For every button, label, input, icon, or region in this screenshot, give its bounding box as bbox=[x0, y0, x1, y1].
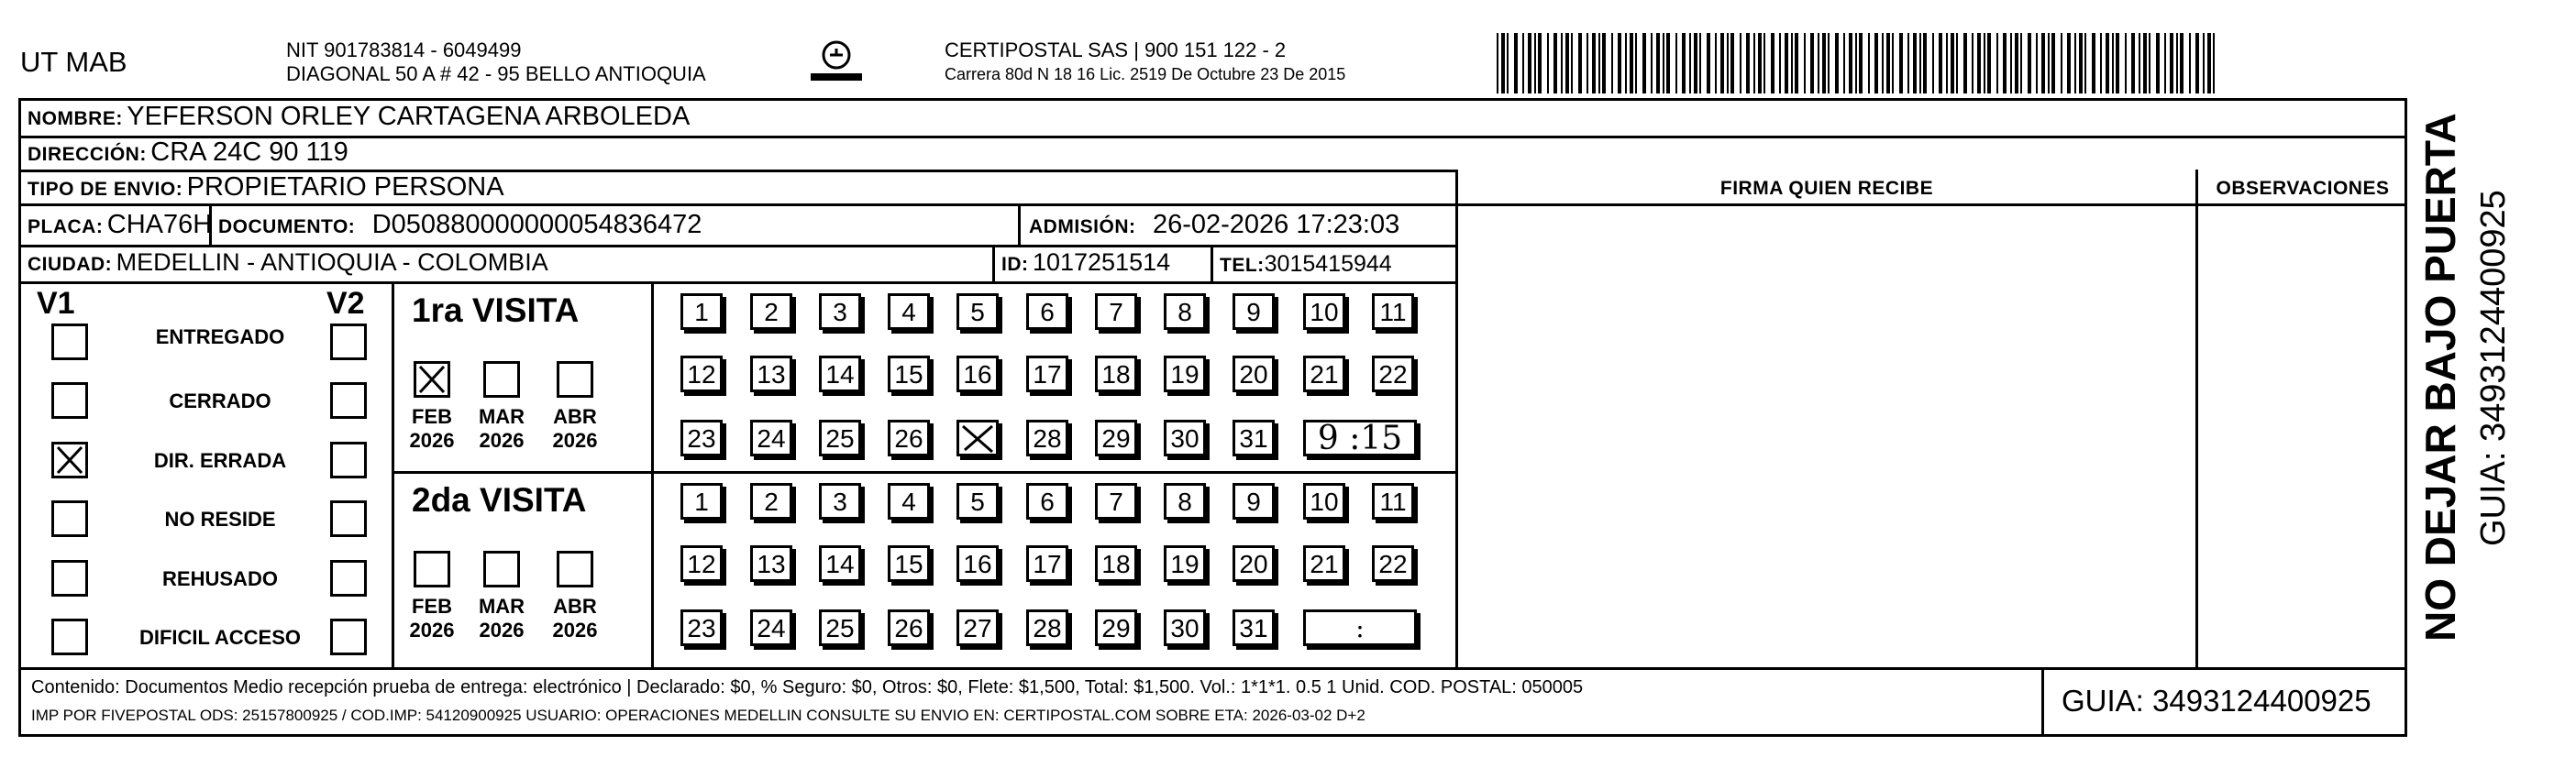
day-box[interactable]: 14 bbox=[819, 545, 861, 582]
month-label: FEB 2026 bbox=[409, 595, 455, 642]
v1-label: V1 bbox=[37, 286, 75, 321]
day-box[interactable]: 5 bbox=[956, 293, 999, 330]
month-checkbox[interactable] bbox=[414, 361, 450, 398]
company-address: Carrera 80d N 18 16 Lic. 2519 De Octubre 23 De 2015 bbox=[945, 65, 1346, 83]
day-box[interactable]: 3 bbox=[819, 293, 861, 330]
day-box[interactable]: 6 bbox=[1026, 483, 1068, 520]
day-box[interactable]: 2 bbox=[750, 293, 792, 330]
day-box[interactable]: 25 bbox=[819, 420, 861, 456]
tel-field: TEL:3015415944 bbox=[1220, 251, 1392, 277]
day-box[interactable]: 16 bbox=[956, 545, 999, 582]
footer-content-line: Contenido: Documentos Medio recepción prueba de entrega: electrónico | Declarado: $0, % Seguro: $0, Otros: $0, Flete: $1,500, Total: $1,500. Vol.: 1*1*1. 0.5 1 Unid. COD. POSTAL: 050005 bbox=[31, 677, 1584, 697]
day-box[interactable]: 12 bbox=[680, 545, 723, 582]
day-box[interactable]: 1 bbox=[680, 293, 723, 330]
day-box[interactable]: 10 bbox=[1303, 293, 1345, 330]
ciudad-field: CIUDAD: MEDELLIN - ANTIOQUIA - COLOMBIA bbox=[28, 248, 548, 276]
direccion-row: DIRECCIÓN: CRA 24C 90 119 bbox=[28, 137, 348, 167]
day-box[interactable]: 24 bbox=[750, 609, 792, 646]
day-box[interactable]: 31 bbox=[1233, 420, 1275, 456]
visit-title: 1ra VISITA bbox=[412, 291, 580, 329]
day-box[interactable]: 18 bbox=[1095, 545, 1137, 582]
month-label: MAR 2026 bbox=[478, 595, 525, 642]
day-box[interactable]: 9 bbox=[1233, 293, 1275, 330]
day-box[interactable]: 19 bbox=[1164, 356, 1206, 392]
v1-checkbox[interactable] bbox=[51, 619, 88, 655]
day-box[interactable] bbox=[956, 420, 999, 456]
day-box[interactable]: 2 bbox=[750, 483, 792, 520]
day-box[interactable]: 19 bbox=[1164, 545, 1206, 582]
day-box[interactable]: 16 bbox=[956, 356, 999, 392]
day-box[interactable]: 23 bbox=[680, 609, 723, 646]
observaciones-header: OBSERVACIONES bbox=[2216, 178, 2390, 199]
day-box[interactable]: 18 bbox=[1095, 356, 1137, 392]
footer-guia: GUIA: 3493124400925 bbox=[2062, 684, 2371, 718]
day-box[interactable]: 1 bbox=[680, 483, 723, 520]
tipo-envio-value: PROPIETARIO PERSONA bbox=[186, 172, 504, 202]
check-x-icon bbox=[959, 422, 996, 454]
sender-name: UT MAB bbox=[20, 46, 127, 78]
documento-field: DOCUMENTO: D050880000000054836472 bbox=[218, 210, 702, 239]
firma-signature-area[interactable] bbox=[1458, 206, 2195, 667]
day-box[interactable]: 3 bbox=[819, 483, 861, 520]
status-label: CERRADO bbox=[169, 389, 271, 412]
month-label: ABR 2026 bbox=[552, 405, 598, 452]
month-checkbox[interactable] bbox=[483, 551, 520, 587]
month-checkbox[interactable] bbox=[483, 361, 520, 398]
day-box[interactable]: 8 bbox=[1164, 293, 1206, 330]
nombre-row: NOMBRE: YEFERSON ORLEY CARTAGENA ARBOLEDA bbox=[28, 102, 691, 131]
day-box[interactable]: 6 bbox=[1026, 293, 1068, 330]
v2-label: V2 bbox=[326, 286, 365, 321]
day-box[interactable]: 29 bbox=[1095, 609, 1137, 646]
day-box[interactable]: 29 bbox=[1095, 420, 1137, 456]
check-x-icon bbox=[416, 364, 448, 395]
admision-value: 26-02-2026 17:23:03 bbox=[1152, 210, 1400, 239]
v2-checkbox[interactable] bbox=[330, 324, 367, 360]
placa-value: CHA76H bbox=[106, 210, 213, 239]
day-box[interactable]: 9 bbox=[1233, 483, 1275, 520]
check-x-icon bbox=[54, 444, 85, 476]
day-box[interactable]: 4 bbox=[888, 483, 930, 520]
day-box[interactable]: 26 bbox=[888, 609, 930, 646]
company-name: CERTIPOSTAL SAS | 900 151 122 - 2 bbox=[945, 38, 1287, 61]
day-box[interactable]: 14 bbox=[819, 356, 861, 392]
v1-checkbox[interactable] bbox=[51, 500, 88, 537]
day-box[interactable]: 27 bbox=[956, 609, 999, 646]
v2-checkbox[interactable] bbox=[330, 442, 367, 478]
day-box[interactable]: 17 bbox=[1026, 356, 1068, 392]
day-box[interactable]: 17 bbox=[1026, 545, 1068, 582]
v2-checkbox[interactable] bbox=[330, 500, 367, 537]
sender-address: DIAGONAL 50 A # 42 - 95 BELLO ANTIOQUIA bbox=[286, 62, 706, 85]
day-box[interactable]: 11 bbox=[1372, 293, 1414, 330]
day-box[interactable]: 13 bbox=[750, 356, 792, 392]
day-box[interactable]: 10 bbox=[1303, 483, 1345, 520]
day-box[interactable]: 7 bbox=[1095, 293, 1137, 330]
v2-checkbox[interactable] bbox=[330, 619, 367, 655]
firma-header: FIRMA QUIEN RECIBE bbox=[1719, 178, 1934, 199]
side-guia-text: GUIA: 3493124400925 bbox=[2474, 190, 2513, 546]
placa-field: PLACA: CHA76H bbox=[28, 210, 213, 239]
day-box[interactable]: 15 bbox=[888, 356, 930, 392]
day-box[interactable]: 8 bbox=[1164, 483, 1206, 520]
month-checkbox[interactable] bbox=[557, 551, 593, 587]
observaciones-area[interactable] bbox=[2198, 206, 2407, 667]
direccion-value: CRA 24C 90 119 bbox=[150, 137, 348, 167]
day-box[interactable]: 23 bbox=[680, 420, 723, 456]
day-box[interactable]: 28 bbox=[1026, 609, 1068, 646]
status-label: ENTREGADO bbox=[155, 325, 285, 348]
day-box[interactable]: 30 bbox=[1164, 420, 1206, 456]
v1-checkbox[interactable] bbox=[51, 324, 88, 360]
day-box[interactable]: 22 bbox=[1372, 356, 1414, 392]
id-value: 1017251514 bbox=[1032, 248, 1171, 276]
day-box[interactable]: 15 bbox=[888, 545, 930, 582]
certipostal-logo bbox=[807, 37, 866, 92]
v2-checkbox[interactable] bbox=[330, 382, 367, 419]
day-box[interactable]: 21 bbox=[1303, 545, 1345, 582]
sender-nit: NIT 901783814 - 6049499 bbox=[286, 38, 522, 61]
status-label: DIR. ERRADA bbox=[153, 449, 287, 472]
month-checkbox[interactable] bbox=[414, 551, 450, 587]
tel-value: 3015415944 bbox=[1264, 251, 1392, 277]
status-label: DIFICIL ACCESO bbox=[138, 626, 301, 649]
v1-checkbox[interactable] bbox=[51, 442, 88, 478]
day-box[interactable]: 30 bbox=[1164, 609, 1206, 646]
id-field: ID: 1017251514 bbox=[1001, 248, 1171, 276]
day-box[interactable]: 26 bbox=[888, 420, 930, 456]
day-box[interactable]: 11 bbox=[1372, 483, 1414, 520]
no-dejar-bajo-puerta-text: NO DEJAR BAJO PUERTA bbox=[2416, 113, 2464, 642]
month-checkbox[interactable] bbox=[557, 361, 593, 398]
day-box[interactable]: 21 bbox=[1303, 356, 1345, 392]
day-box[interactable]: 20 bbox=[1233, 356, 1275, 392]
day-box[interactable]: 20 bbox=[1233, 545, 1275, 582]
day-box[interactable]: 24 bbox=[750, 420, 792, 456]
day-box[interactable]: 25 bbox=[819, 609, 861, 646]
ciudad-value: MEDELLIN - ANTIOQUIA - COLOMBIA bbox=[116, 248, 548, 276]
status-label: REHUSADO bbox=[162, 567, 278, 590]
day-box[interactable]: 7 bbox=[1095, 483, 1137, 520]
barcode bbox=[1497, 33, 2223, 93]
day-box[interactable]: 4 bbox=[888, 293, 930, 330]
v1-checkbox[interactable] bbox=[51, 382, 88, 419]
status-label: NO RESIDE bbox=[164, 508, 276, 531]
time-box[interactable]: 9 :15 bbox=[1303, 420, 1417, 456]
v2-checkbox[interactable] bbox=[330, 560, 367, 597]
month-label: ABR 2026 bbox=[552, 595, 598, 642]
visit-title: 2da VISITA bbox=[412, 481, 587, 519]
v1-checkbox[interactable] bbox=[51, 560, 88, 597]
footer-print-line: IMP POR FIVEPOSTAL ODS: 25157800925 / COD.IMP: 54120900925 USUARIO: OPERACIONES MEDELLIN CONSULTE SU ENVIO EN: CERTIPOSTAL.COM SOBRE ETA: 2026-03-02 D+2 bbox=[31, 707, 1365, 724]
day-box[interactable]: 22 bbox=[1372, 545, 1414, 582]
day-box[interactable]: 5 bbox=[956, 483, 999, 520]
day-box[interactable]: 13 bbox=[750, 545, 792, 582]
day-box[interactable]: 12 bbox=[680, 356, 723, 392]
documento-value: D050880000000054836472 bbox=[371, 210, 702, 239]
month-label: MAR 2026 bbox=[478, 405, 525, 452]
tipo-envio-row: TIPO DE ENVIO: PROPIETARIO PERSONA bbox=[28, 172, 504, 202]
day-box[interactable]: 28 bbox=[1026, 420, 1068, 456]
month-label: FEB 2026 bbox=[409, 405, 455, 452]
time-box[interactable]: : bbox=[1303, 609, 1417, 646]
day-box[interactable]: 31 bbox=[1233, 609, 1275, 646]
nombre-value: YEFERSON ORLEY CARTAGENA ARBOLEDA bbox=[127, 102, 691, 131]
admision-field: ADMISIÓN: 26-02-2026 17:23:03 bbox=[1029, 210, 1400, 239]
